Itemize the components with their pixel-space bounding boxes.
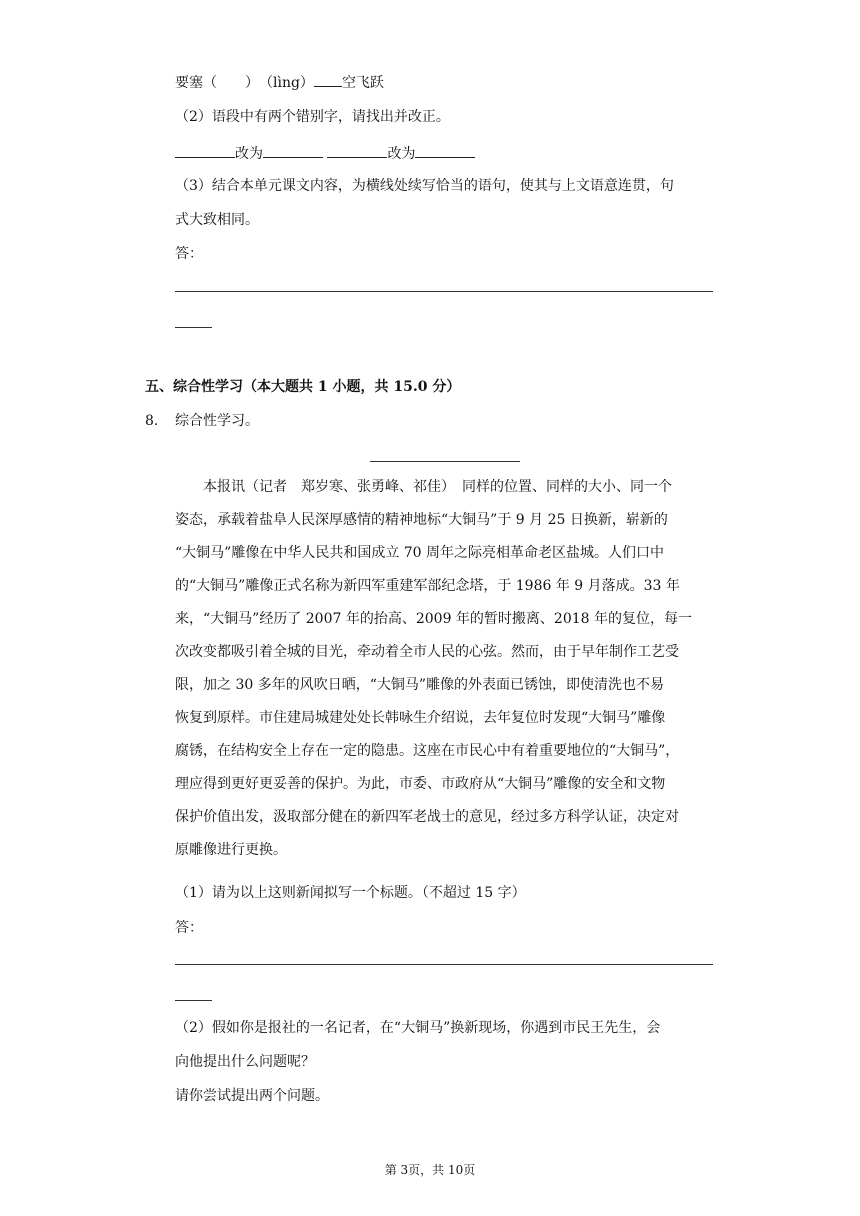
answer-rule[interactable] <box>175 291 713 292</box>
sub-question-2-line-3: 请你尝试提出两个问题。 <box>175 1088 329 1104</box>
news-title-blank[interactable] <box>370 461 520 462</box>
article-line: 次改变都吸引着全城的目光，牵动着全市人民的心弦。然而，由于早年制作工艺受 <box>175 644 679 660</box>
wrong-char-blank-1[interactable] <box>175 143 235 158</box>
news-article <box>175 471 715 867</box>
correct-char-blank-1[interactable] <box>263 143 323 158</box>
article-line: 理应得到更好更妥善的保护。为此，市委、市政府从“大铜马”雕像的安全和文物 <box>175 776 666 792</box>
answer-label-2: 答： <box>175 920 203 936</box>
sub-question-2-line-2: 向他提出什么问题呢？ <box>175 1054 315 1070</box>
article-line: 腐锈，在结构安全上存在一定的隐患。这座在市民心中有着重要地位的“大铜马”， <box>175 743 680 759</box>
change-to-label-2: 改为 <box>387 146 416 162</box>
article-line: 保护价值出发，汲取部分健在的新四军老战士的意见，经过多方科学认证，决定对 <box>175 809 679 825</box>
article-line: 恢复到原样。市住建局城建处处长韩咏生介绍说，去年复位时发现“大铜马”雕像 <box>175 710 666 726</box>
pinyin-line-b: 空飞跃 <box>341 75 384 91</box>
article-line: “大铜马”雕像在中华人民共和国成立 70 周年之际亮相革命老区盐城。人们口中 <box>175 545 665 561</box>
question-2: （2）语段中有两个错别字，请找出并改正。 <box>175 109 450 125</box>
sub-question-1: （1）请为以上这则新闻拟写一个标题。（不超过 15 字） <box>175 885 526 901</box>
article-line: 原雕像进行更换。 <box>175 842 287 858</box>
page-footer: 第 3页，共 10页 <box>384 1163 476 1177</box>
pinyin-line-a: 要塞（ ） （lìng） <box>175 75 314 91</box>
question-8-title: 综合性学习。 <box>175 413 259 429</box>
change-to-label-1: 改为 <box>235 146 263 162</box>
article-line: 本报讯（记者 郑岁寒、张勇峰、祁佳） 同样的位置、同样的大小、同一个 <box>203 479 672 495</box>
question-3-line-2: 式大致相同。 <box>175 212 259 228</box>
article-line: 来，“大铜马”经历了 2007 年的抬高、2009 年的暂时搬离、2018 年的复位，每一 <box>175 611 693 627</box>
article-line: 限，加之 30 多年的风吹日晒，“大铜马”雕像的外表面已锈蚀，即使清洗也不易 <box>175 677 665 693</box>
answer-rule-2[interactable] <box>175 964 713 965</box>
article-line: 的“大铜马”雕像正式名称为新四军重建军部纪念塔，于 1986 年 9 月落成。33 年 <box>175 578 680 594</box>
correction-line <box>175 143 475 164</box>
question-3-line-1: （3）结合本单元课文内容，为横线处续写恰当的语句，使其与上文语意连贯，句 <box>175 178 674 194</box>
wrong-char-blank-2[interactable] <box>327 143 387 158</box>
answer-rule-2-short[interactable] <box>175 1000 212 1001</box>
question-number: 8. <box>145 413 159 429</box>
section-heading: 五、综合性学习（本大题共 1 小题，共 15.0 分） <box>145 379 461 395</box>
answer-rule-short[interactable] <box>175 327 212 328</box>
blank-field[interactable] <box>314 72 342 87</box>
pinyin-line <box>175 72 384 93</box>
answer-label: 答： <box>175 246 203 262</box>
article-line: 姿态，承载着盐阜人民深厚感情的精神地标“大铜马”于 9 月 25 日换新，崭新的 <box>175 512 668 528</box>
sub-question-2-line-1: （2）假如你是报社的一名记者，在“大铜马”换新现场，你遇到市民王先生，会 <box>175 1020 661 1036</box>
correct-char-blank-2[interactable] <box>415 143 475 158</box>
